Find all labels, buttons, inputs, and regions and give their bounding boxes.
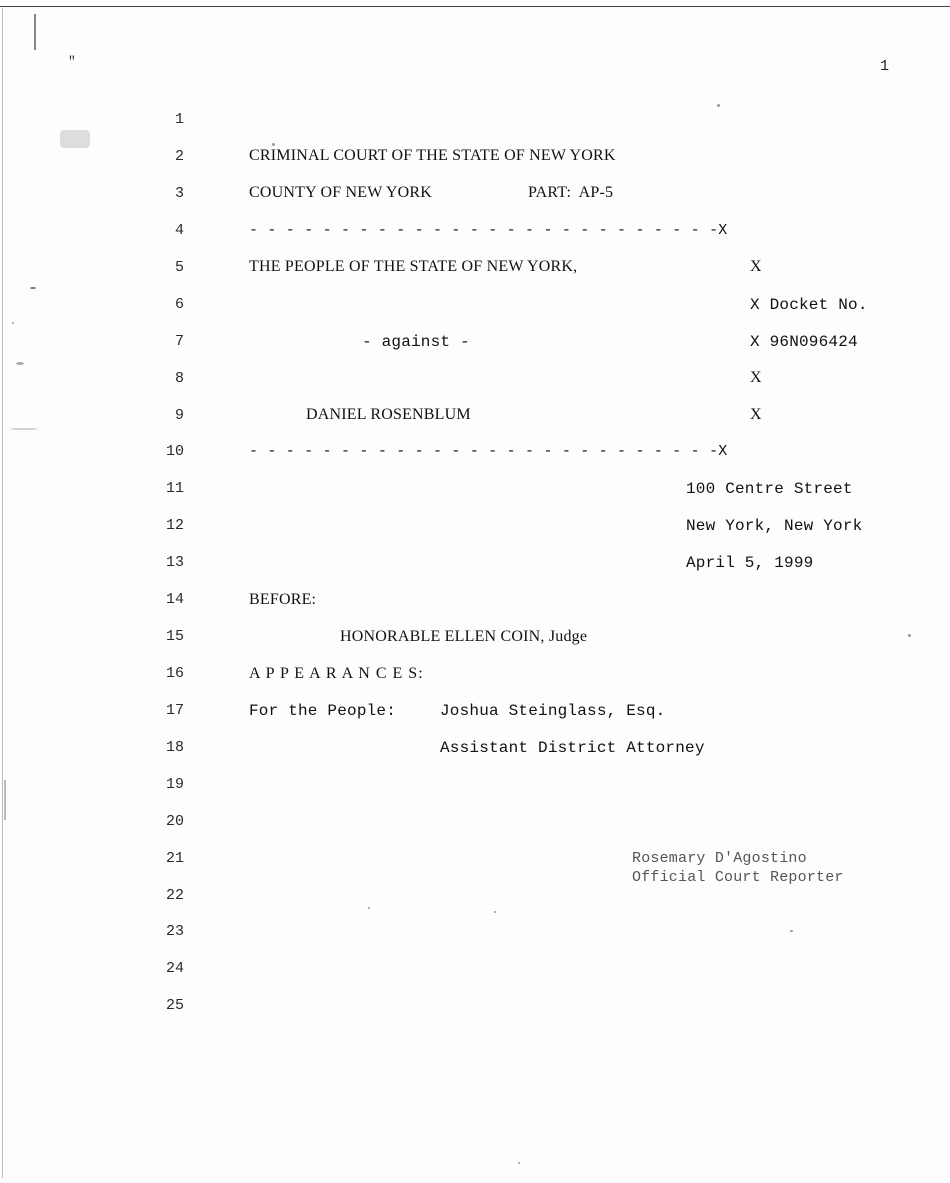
against-label: - against - (362, 333, 470, 351)
docket-label: X Docket No. (750, 296, 868, 314)
line-number: 24 (165, 960, 184, 977)
page-number: 1 (880, 58, 890, 75)
line-number: 3 (174, 185, 184, 202)
county-name: COUNTY OF NEW YORK (249, 184, 433, 201)
line-number: 22 (165, 887, 184, 904)
court-part: PART: AP-5 (528, 184, 614, 201)
line-number: 6 (174, 296, 184, 313)
appearances-label: A P P E A R A N C E S: (249, 665, 424, 682)
left-border-line (2, 8, 3, 1178)
line-number: 8 (174, 370, 184, 387)
defendant-name: DANIEL ROSENBLUM (306, 406, 471, 423)
attorney-name: Joshua Steinglass, Esq. (440, 702, 666, 720)
attorney-title: Assistant District Attorney (440, 739, 705, 757)
for-people-label: For the People: (249, 702, 397, 720)
line-number: 20 (165, 813, 184, 830)
line-number: 5 (174, 259, 184, 276)
caption-divider-top: - - - - - - - - - - - - - - - - - - - - - - - - - -X (249, 222, 728, 239)
line-number: 17 (165, 702, 184, 719)
line-number: 11 (165, 480, 184, 497)
caption-x-mark: X (750, 258, 762, 275)
court-city: New York, New York (686, 517, 863, 535)
line-number: 9 (174, 407, 184, 424)
caption-x-mark: X (750, 369, 762, 386)
reporter-title: Official Court Reporter (632, 869, 844, 886)
line-number: 4 (174, 222, 184, 239)
line-number: 14 (165, 591, 184, 608)
line-number: 7 (174, 333, 184, 350)
line-number: 23 (165, 923, 184, 940)
line-number: 13 (165, 554, 184, 571)
court-name: CRIMINAL COURT OF THE STATE OF NEW YORK (249, 147, 616, 164)
line-number: 21 (165, 850, 184, 867)
caption-divider-bottom: - - - - - - - - - - - - - - - - - - - - - - - - - -X (249, 443, 728, 460)
docket-number: X 96N096424 (750, 333, 858, 351)
line-number: 1 (174, 111, 184, 128)
line-number: 19 (165, 776, 184, 793)
line-number: 2 (174, 148, 184, 165)
hearing-date: April 5, 1999 (686, 554, 814, 572)
reporter-name: Rosemary D'Agostino (632, 850, 807, 867)
line-number: 15 (165, 628, 184, 645)
court-street: 100 Centre Street (686, 480, 853, 498)
line-number: 25 (165, 997, 184, 1014)
caption-x-mark: X (750, 406, 762, 423)
scan-artifact-mark (34, 14, 36, 50)
plaintiff-name: THE PEOPLE OF THE STATE OF NEW YORK, (249, 258, 578, 275)
corner-mark: " (68, 54, 76, 69)
judge-name: HONORABLE ELLEN COIN, Judge (340, 628, 588, 645)
before-label: BEFORE: (249, 591, 317, 608)
line-number: 16 (165, 665, 184, 682)
line-number: 18 (165, 739, 184, 756)
top-border-line (0, 6, 950, 7)
line-number: 12 (165, 517, 184, 534)
line-number: 10 (165, 443, 184, 460)
